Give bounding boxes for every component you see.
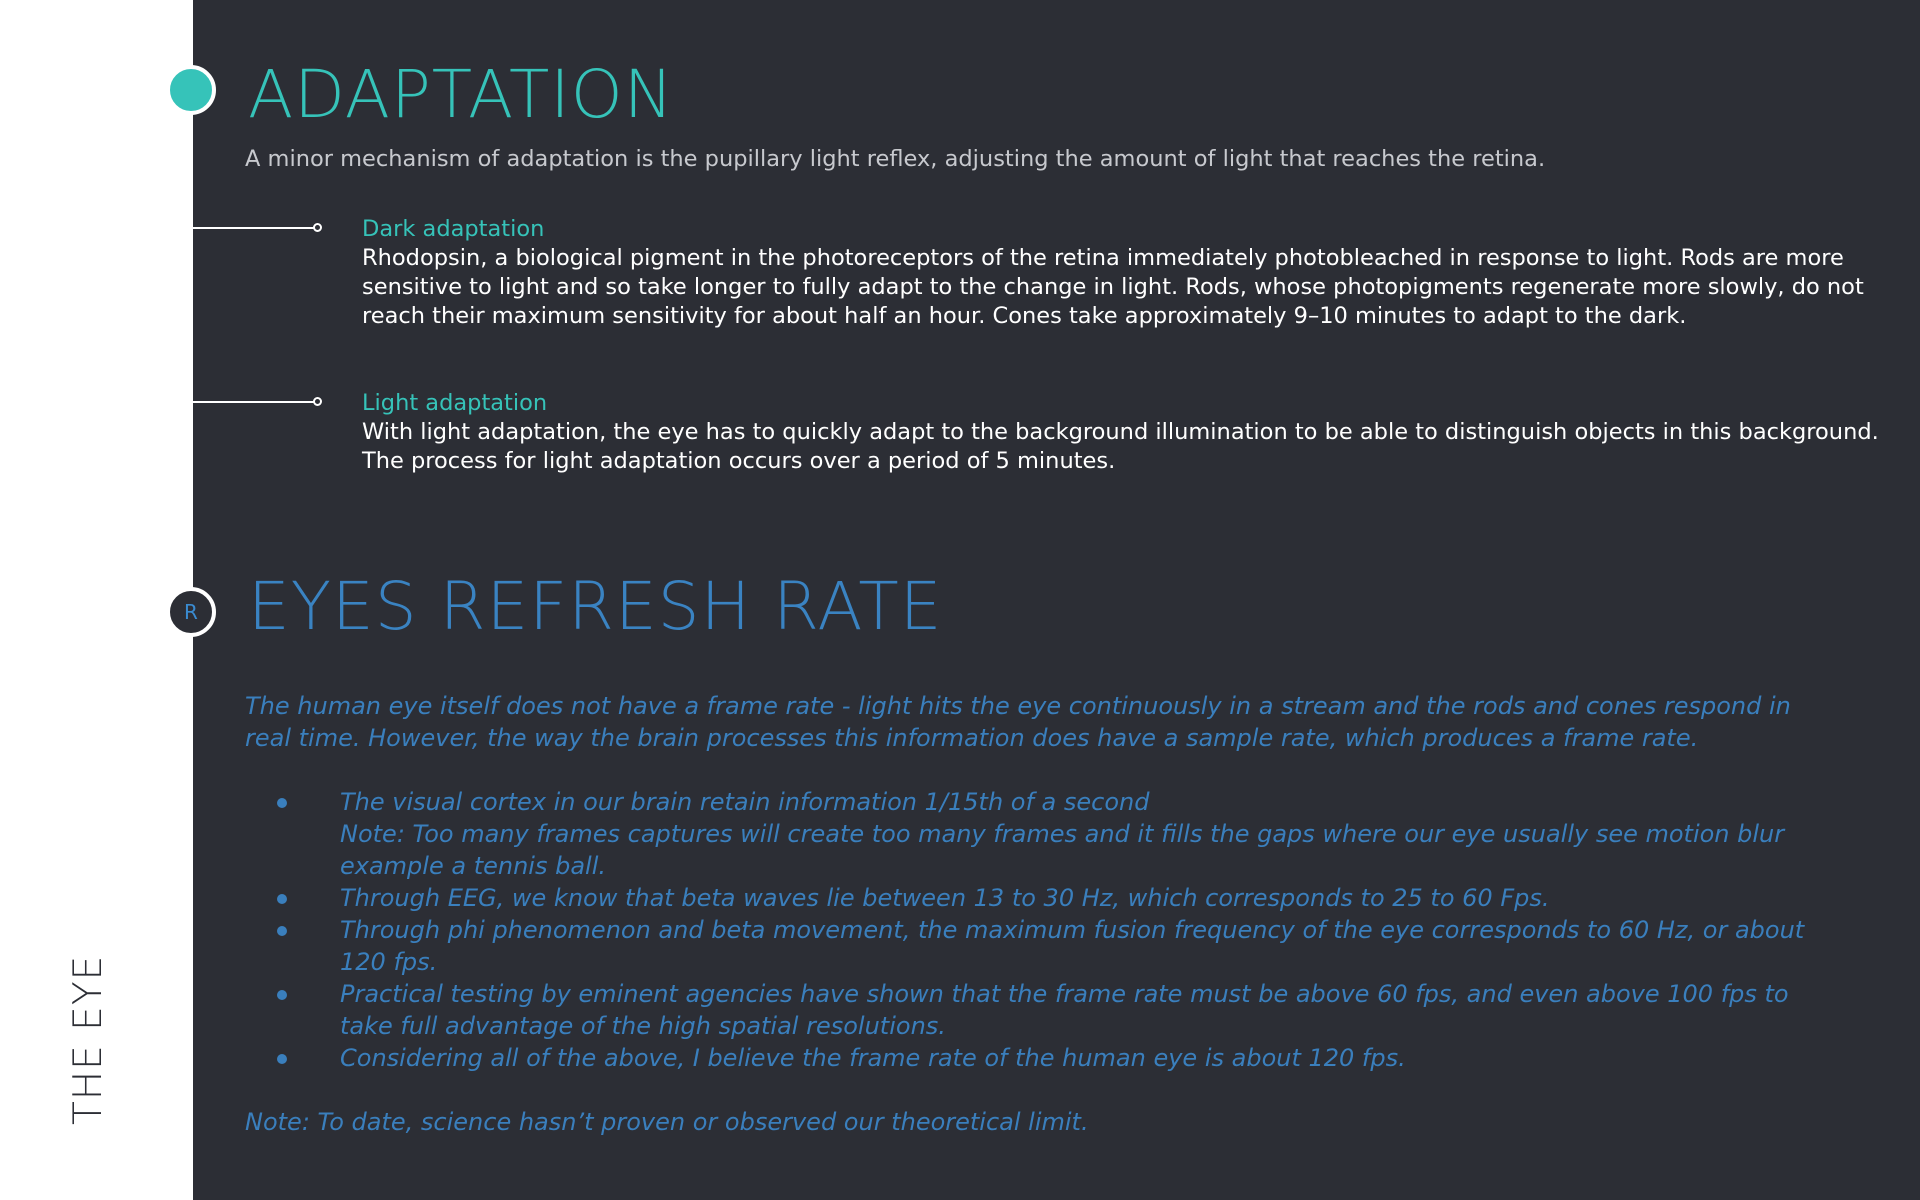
dark-adaptation-line: sensitive to light and so take longer to fully adapt to the change in light. Rods, whose photopigments regenerate more slowly, do not — [362, 274, 1864, 300]
list-item — [245, 786, 1845, 882]
list-item — [245, 978, 1845, 1042]
bullet-line: take full advantage of the high spatial resolutions. — [340, 1012, 946, 1040]
refresh-closing-note: Note: To date, science hasn’t proven or observed our theoretical limit. — [245, 1108, 1089, 1136]
list-item — [245, 914, 1845, 978]
bullet-line: Through EEG, we know that beta waves lie between 13 to 30 Hz, which corresponds to 25 to 60 Fps. — [340, 884, 1550, 912]
adaptation-title: ADAPTATION — [248, 56, 675, 133]
bullet-icon — [277, 798, 287, 808]
adaptation-intro: A minor mechanism of adaptation is the pupillary light reflex, adjusting the amount of light that reaches the retina. — [245, 146, 1546, 172]
bullet-line: Considering all of the above, I believe the frame rate of the human eye is about 120 fps. — [340, 1044, 1406, 1072]
bullet-line: 120 fps. — [340, 948, 438, 976]
light-adaptation-body — [362, 418, 1879, 476]
bullet-icon — [277, 926, 287, 936]
refresh-bullet-list — [245, 786, 1845, 1074]
bullet-line: example a tennis ball. — [340, 852, 606, 880]
dark-adaptation-line: Rhodopsin, a biological pigment in the photoreceptors of the retina immediately photobleached in response to light. Rods are more — [362, 245, 1844, 271]
dark-adaptation-line: reach their maximum sensitivity for about half an hour. Cones take approximately 9–10 minutes to adapt to the dark. — [362, 303, 1687, 329]
refresh-paragraph — [245, 690, 1845, 754]
bullet-icon — [277, 894, 287, 904]
adaptation-marker-icon — [166, 65, 216, 115]
list-item — [245, 882, 1845, 914]
left-sidebar-strip — [0, 0, 193, 1200]
light-adaptation-line: The process for light adaptation occurs over a period of 5 minutes. — [362, 448, 1116, 474]
sidebar-label-wrap — [66, 954, 126, 1200]
bullet-icon — [277, 990, 287, 1000]
bullet-line: Through phi phenomenon and beta movement, the maximum fusion frequency of the eye corresponds to 60 Hz, or about — [340, 916, 1805, 944]
dark-adaptation-title: Dark adaptation — [362, 216, 545, 242]
bullet-icon — [277, 1054, 287, 1064]
refresh-title: EYES REFRESH RATE — [248, 568, 943, 645]
dark-adaptation-connector-dot-icon — [313, 223, 322, 232]
light-adaptation-title: Light adaptation — [362, 390, 548, 416]
light-adaptation-line: With light adaptation, the eye has to quickly adapt to the background illumination to be able to distinguish objects in this background. — [362, 419, 1879, 445]
list-item — [245, 1042, 1845, 1074]
refresh-paragraph-line: real time. However, the way the brain processes this information does have a sample rate, which produces a frame rate. — [245, 724, 1699, 752]
light-adaptation-connector — [193, 401, 317, 403]
refresh-marker-icon: R — [166, 587, 216, 637]
bullet-line: The visual cortex in our brain retain information 1/15th of a second — [340, 788, 1150, 816]
dark-adaptation-connector — [193, 227, 317, 229]
refresh-content — [245, 690, 1845, 1138]
bullet-line: Note: Too many frames captures will create too many frames and it fills the gaps where our eye usually see motion blur — [340, 820, 1785, 848]
light-adaptation-connector-dot-icon — [313, 397, 322, 406]
bullet-line: Practical testing by eminent agencies have shown that the frame rate must be above 60 fps, and even above 100 fps to — [340, 980, 1789, 1008]
refresh-paragraph-line: The human eye itself does not have a frame rate - light hits the eye continuously in a stream and the rods and cones respond in — [245, 692, 1791, 720]
dark-adaptation-body — [362, 244, 1864, 331]
sidebar-label: THE EYE — [66, 954, 111, 1125]
